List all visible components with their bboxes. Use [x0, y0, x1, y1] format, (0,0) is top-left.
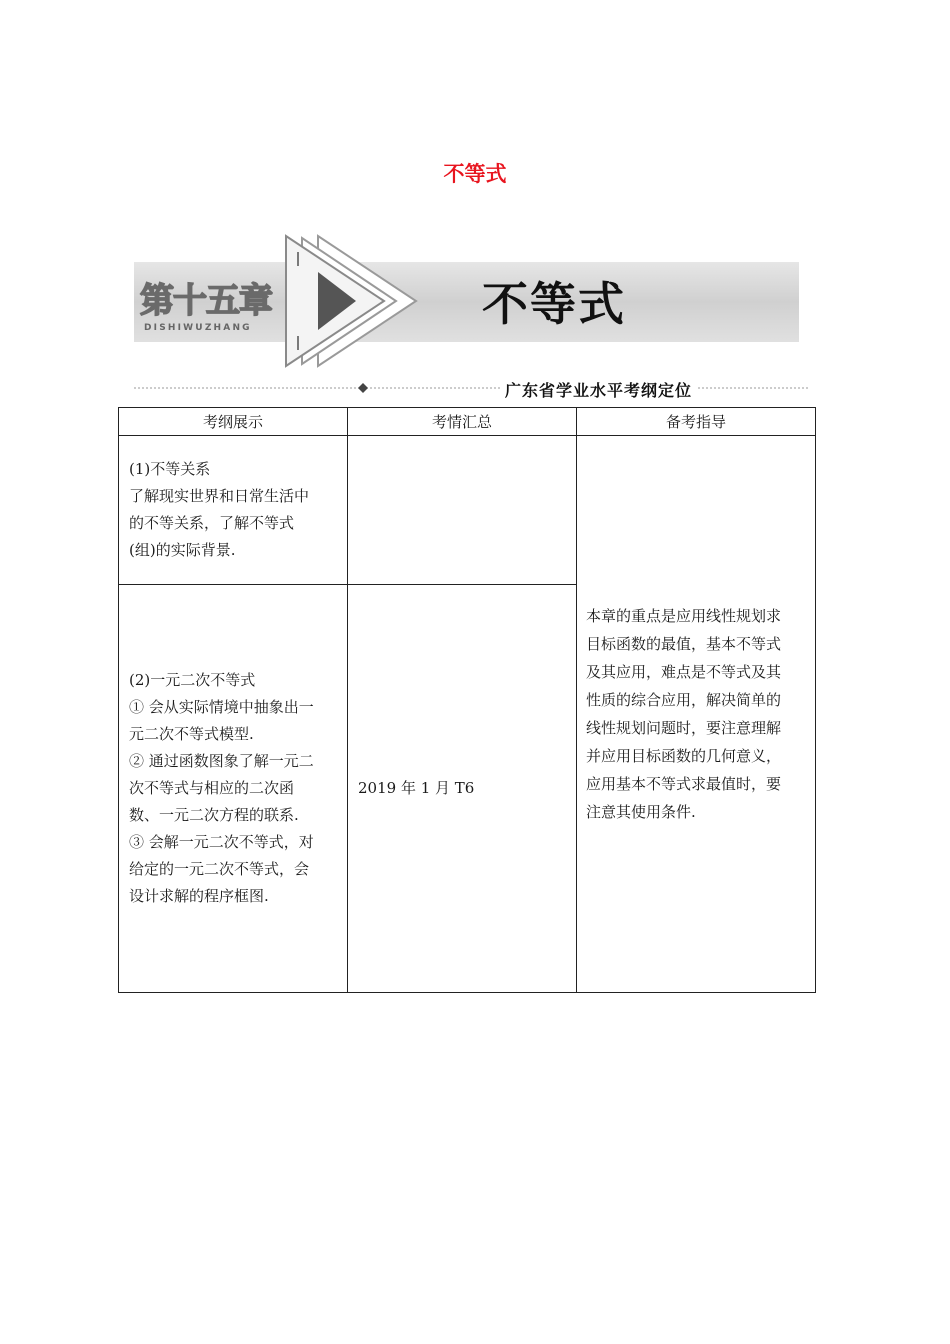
outline-line: 次不等式与相应的二次函 — [129, 779, 295, 797]
chapter-label: 第十五章 — [140, 281, 272, 321]
chapter-title: 不等式 — [482, 277, 626, 331]
outline-line: (1)不等关系 — [129, 460, 211, 478]
diamond-left-icon — [358, 383, 368, 393]
page-title: 不等式 — [443, 162, 507, 186]
guide-line: 目标函数的最值，基本不等式 — [586, 635, 782, 653]
outline-line: ① 会从实际情境中抽象出一 — [129, 698, 314, 716]
guide-line: 注意其使用条件. — [586, 803, 696, 821]
section-divider — [134, 376, 810, 400]
guide-line: 应用基本不等式求最值时，要 — [586, 775, 782, 793]
syllabus-table — [118, 407, 816, 993]
chapter-pinyin: DISHIWUZHANG — [144, 323, 252, 333]
outline-cell — [119, 436, 348, 585]
header-outline: 考纲展示 — [119, 408, 348, 436]
outline-line: ② 通过函数图象了解一元二 — [129, 752, 314, 770]
guide-line: 性质的综合应用，解决简单的 — [586, 691, 782, 709]
outline-line: 数、一元二次方程的联系. — [129, 806, 299, 824]
chapter-banner — [134, 230, 802, 370]
outline-line: 的不等关系，了解不等式 — [129, 514, 295, 532]
exam-summary-cell — [348, 585, 577, 993]
outline-line: 设计求解的程序框图. — [129, 887, 269, 905]
table-header-row — [119, 408, 816, 436]
outline-line: (组)的实际背景. — [129, 541, 236, 559]
outline-line: 了解现实世界和日常生活中 — [129, 487, 310, 505]
guide-line: 线性规划问题时，要注意理解 — [586, 719, 782, 737]
table-row — [119, 436, 816, 585]
guide-line: 及其应用，难点是不等式及其 — [586, 663, 782, 681]
header-exam-summary: 考情汇总 — [348, 408, 577, 436]
outline-line: 给定的一元二次不等式，会 — [129, 860, 310, 878]
outline-cell — [119, 585, 348, 993]
header-study-guide: 备考指导 — [577, 408, 816, 436]
exam-summary-cell — [348, 436, 577, 585]
section-heading: 广东省学业水平考纲定位 — [501, 378, 696, 401]
outline-line: (2)一元二次不等式 — [129, 671, 256, 689]
outline-line: 元二次不等式模型. — [129, 725, 254, 743]
guide-line: 本章的重点是应用线性规划求 — [586, 607, 782, 625]
guide-line: 并应用目标函数的几何意义， — [586, 747, 782, 765]
exam-summary-text: 2019 年 1 月 T6 — [358, 779, 475, 797]
outline-line: ③ 会解一元二次不等式，对 — [129, 833, 314, 851]
study-guide-cell — [577, 436, 816, 993]
